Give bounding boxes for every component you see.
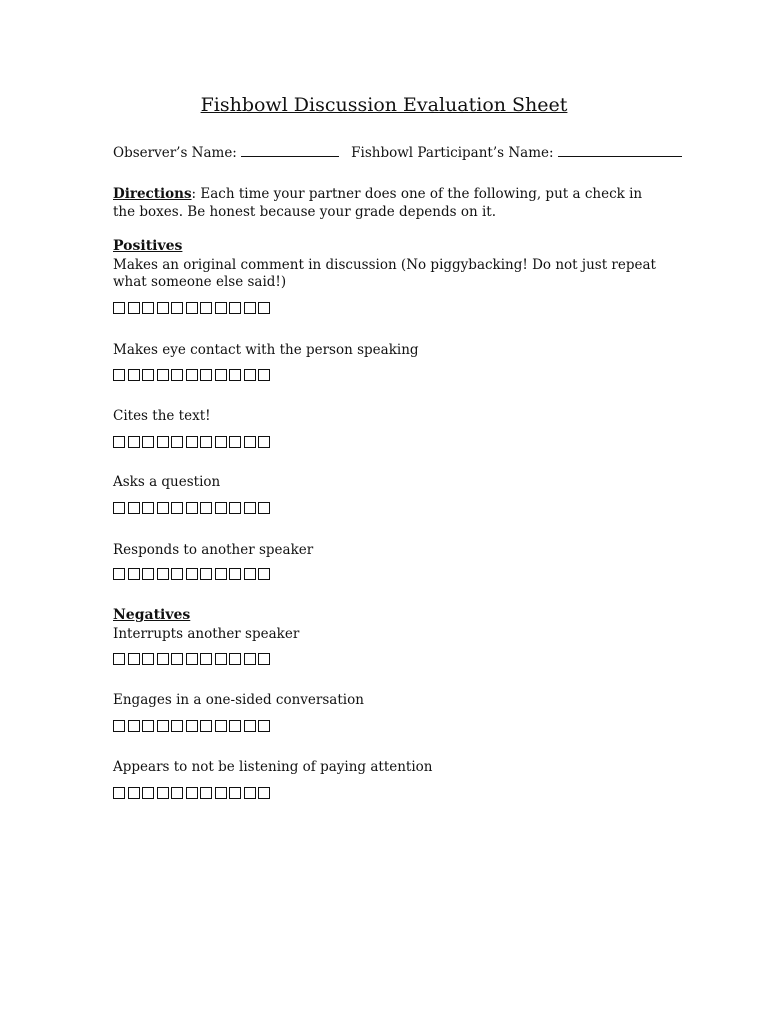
checkbox[interactable] — [200, 787, 212, 799]
checkbox[interactable] — [244, 436, 256, 448]
checkbox[interactable] — [157, 568, 169, 580]
checkbox[interactable] — [200, 436, 212, 448]
positive-item-label: Cites the text! — [113, 408, 211, 424]
checkbox[interactable] — [113, 568, 125, 580]
checkbox[interactable] — [128, 720, 140, 732]
checkbox-row — [113, 436, 270, 448]
checkbox[interactable] — [229, 568, 241, 580]
checkbox[interactable] — [171, 369, 183, 381]
checkbox[interactable] — [229, 302, 241, 314]
checkbox[interactable] — [142, 502, 154, 514]
checkbox[interactable] — [200, 720, 212, 732]
checkbox[interactable] — [113, 653, 125, 665]
checkbox[interactable] — [244, 369, 256, 381]
checkbox[interactable] — [258, 302, 270, 314]
checkbox[interactable] — [186, 302, 198, 314]
checkbox-row — [113, 568, 270, 580]
checkbox[interactable] — [171, 720, 183, 732]
checkbox-row — [113, 787, 270, 799]
positive-item-label: Asks a question — [113, 474, 221, 490]
checkbox[interactable] — [258, 369, 270, 381]
checkbox[interactable] — [244, 568, 256, 580]
checkbox[interactable] — [186, 787, 198, 799]
checkbox[interactable] — [229, 787, 241, 799]
checkbox[interactable] — [113, 302, 125, 314]
negative-item-label: Interrupts another speaker — [113, 626, 300, 642]
directions-text: : Each time your partner does one of the following, put a check in the boxes. Be honest because your grade depends on it. — [113, 186, 643, 220]
checkbox[interactable] — [186, 436, 198, 448]
checkbox[interactable] — [142, 568, 154, 580]
checkbox[interactable] — [128, 502, 140, 514]
checkbox[interactable] — [215, 787, 227, 799]
checkbox[interactable] — [186, 369, 198, 381]
checkbox-row — [113, 502, 270, 514]
checkbox[interactable] — [244, 653, 256, 665]
checkbox[interactable] — [215, 720, 227, 732]
checkbox[interactable] — [258, 502, 270, 514]
checkbox[interactable] — [142, 653, 154, 665]
checkbox[interactable] — [171, 502, 183, 514]
checkbox[interactable] — [229, 436, 241, 448]
checkbox[interactable] — [171, 653, 183, 665]
checkbox[interactable] — [229, 502, 241, 514]
checkbox[interactable] — [171, 787, 183, 799]
checkbox[interactable] — [157, 369, 169, 381]
checkbox-row — [113, 369, 270, 381]
checkbox[interactable] — [113, 787, 125, 799]
checkbox[interactable] — [229, 653, 241, 665]
checkbox[interactable] — [258, 787, 270, 799]
checkbox[interactable] — [200, 502, 212, 514]
checkbox[interactable] — [142, 369, 154, 381]
page-title: Fishbowl Discussion Evaluation Sheet — [200, 94, 568, 116]
checkbox[interactable] — [186, 653, 198, 665]
checkbox-row — [113, 653, 270, 665]
positive-item-label: Responds to another speaker — [113, 542, 314, 558]
checkbox[interactable] — [215, 436, 227, 448]
positive-item-label: Makes an original comment in discussion (No piggybacking! Do not just repeat what someone else said!) — [113, 257, 656, 290]
checkbox[interactable] — [171, 436, 183, 448]
checkbox[interactable] — [113, 720, 125, 732]
checkbox[interactable] — [128, 787, 140, 799]
checkbox[interactable] — [258, 436, 270, 448]
checkbox[interactable] — [157, 502, 169, 514]
directions-label: Directions — [113, 186, 192, 202]
checkbox[interactable] — [258, 653, 270, 665]
checkbox[interactable] — [258, 568, 270, 580]
checkbox[interactable] — [215, 502, 227, 514]
positive-item-label: Makes eye contact with the person speaking — [113, 342, 419, 358]
checkbox[interactable] — [229, 369, 241, 381]
checkbox[interactable] — [113, 436, 125, 448]
checkbox[interactable] — [200, 369, 212, 381]
checkbox[interactable] — [157, 787, 169, 799]
checkbox[interactable] — [128, 302, 140, 314]
checkbox[interactable] — [215, 653, 227, 665]
checkbox[interactable] — [157, 436, 169, 448]
checkbox[interactable] — [128, 369, 140, 381]
observer-name-label: Observer’s Name: — [113, 145, 237, 161]
checkbox[interactable] — [142, 436, 154, 448]
checkbox[interactable] — [200, 568, 212, 580]
names-row — [113, 143, 682, 161]
checkbox[interactable] — [186, 568, 198, 580]
checkbox[interactable] — [157, 653, 169, 665]
checkbox[interactable] — [171, 302, 183, 314]
checkbox[interactable] — [244, 720, 256, 732]
checkbox[interactable] — [200, 653, 212, 665]
checkbox[interactable] — [258, 720, 270, 732]
observer-name-field[interactable] — [241, 143, 339, 157]
directions — [113, 185, 653, 221]
checkbox[interactable] — [128, 653, 140, 665]
checkbox[interactable] — [142, 720, 154, 732]
checkbox[interactable] — [229, 720, 241, 732]
checkbox[interactable] — [113, 502, 125, 514]
checkbox[interactable] — [244, 787, 256, 799]
negative-item-label: Appears to not be listening of paying attention — [113, 759, 433, 775]
checkbox[interactable] — [128, 436, 140, 448]
checkbox[interactable] — [142, 787, 154, 799]
checkbox[interactable] — [157, 720, 169, 732]
negatives-heading: Negatives — [113, 607, 191, 623]
participant-name-field[interactable] — [558, 143, 682, 157]
checkbox[interactable] — [200, 302, 212, 314]
checkbox[interactable] — [142, 302, 154, 314]
checkbox[interactable] — [171, 568, 183, 580]
checkbox[interactable] — [244, 302, 256, 314]
negative-item-label: Engages in a one-sided conversation — [113, 692, 364, 708]
checkbox[interactable] — [215, 302, 227, 314]
checkbox[interactable] — [113, 369, 125, 381]
checkbox[interactable] — [215, 369, 227, 381]
checkbox[interactable] — [186, 502, 198, 514]
positives-heading: Positives — [113, 238, 183, 254]
checkbox[interactable] — [157, 302, 169, 314]
checkbox-row — [113, 720, 270, 732]
participant-name-label: Fishbowl Participant’s Name: — [351, 145, 554, 161]
checkbox[interactable] — [244, 502, 256, 514]
checkbox[interactable] — [128, 568, 140, 580]
checkbox[interactable] — [186, 720, 198, 732]
checkbox-row — [113, 302, 270, 314]
checkbox[interactable] — [215, 568, 227, 580]
